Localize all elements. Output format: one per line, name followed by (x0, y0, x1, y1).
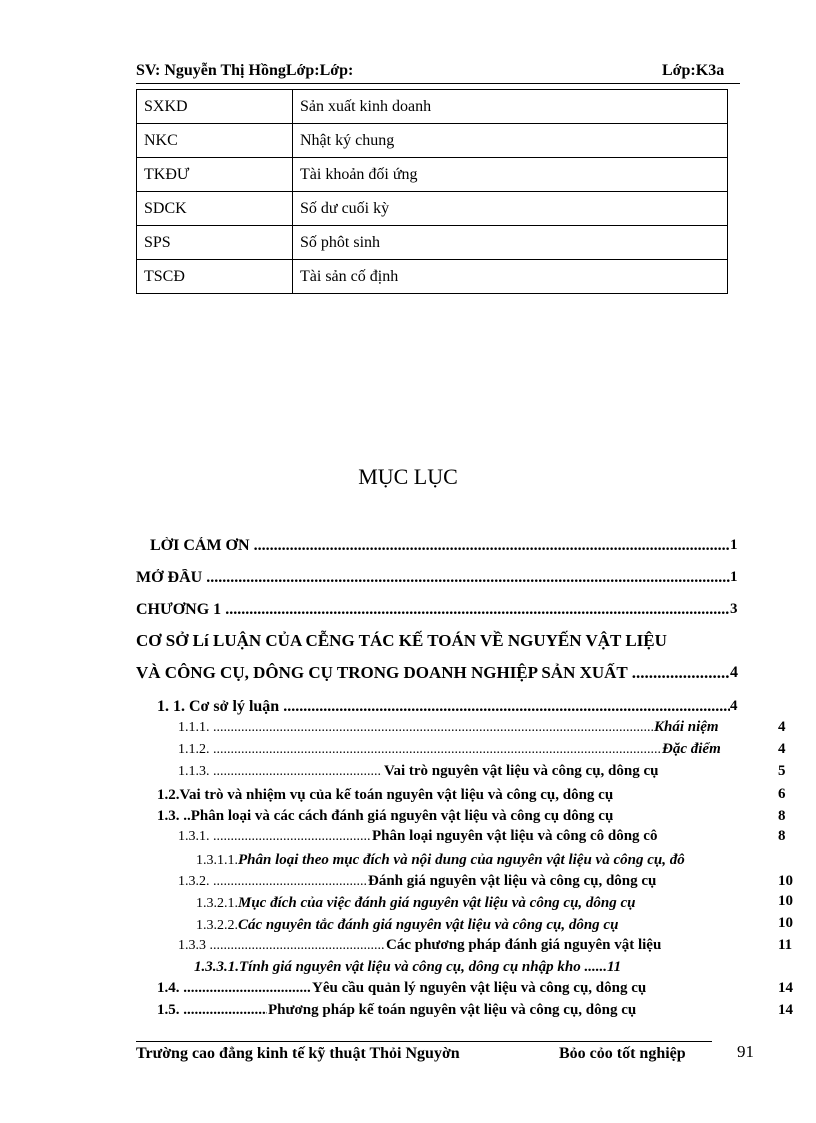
toc-entry: 1.2.Vai trò và nhiệm vụ của kế toán nguyên vật liệu và công cụ, dông cụ (157, 787, 614, 803)
toc-entry: 1.3.2.2.Các nguyên tắc đánh giá nguyên vật liệu và công cụ, dông cụ (196, 917, 619, 933)
toc-page: 4 (730, 698, 738, 714)
toc-entry-number: 1.1.1. ..... (178, 720, 654, 736)
header-rule (136, 83, 740, 84)
abbr-code: SDCK (137, 192, 293, 226)
toc-entry-number: 1.1.3. ..... (178, 764, 382, 780)
toc-entry: MỞ ĐẦU ..... (136, 569, 730, 587)
toc-page: 4 (778, 741, 786, 757)
abbr-meaning: Sản xuất kinh doanh (293, 90, 728, 124)
toc-page: 10 (778, 873, 793, 889)
toc-page: 3 (730, 601, 738, 617)
footer-report: Bỏo cỏo tốt nghiệp (559, 1045, 686, 1062)
toc-entry-number: 1.3.3 ..... (178, 938, 384, 954)
toc-entry-text: Đặc điểm (662, 741, 721, 757)
abbr-meaning: Số phôt sinh (293, 226, 728, 260)
footer-school: Trường cao đẳng kinh tế kỹ thuật Thỏi Nguyờn (136, 1045, 460, 1062)
toc-entry-number: 1.3.1. ..... (178, 829, 370, 845)
toc-entry-number: 1.1.2. ..... (178, 742, 662, 758)
table-row (137, 90, 728, 124)
toc-entry-text: Vai trò nguyên vật liệu và công cụ, dông cụ (384, 763, 659, 779)
toc-entry-text: Khái niệm (654, 719, 719, 735)
toc-page: 8 (778, 828, 786, 844)
toc-page: 6 (778, 786, 786, 802)
toc-entry: CHƯƠNG 1 ..... (136, 601, 730, 619)
toc-page: 5 (778, 763, 786, 779)
toc-entry-text: Các phương pháp đánh giá nguyên vật liệu (386, 937, 662, 953)
toc-page: 8 (778, 808, 786, 824)
toc-page: 10 (778, 915, 793, 931)
abbr-code: NKC (137, 124, 293, 158)
toc-page: 4 (778, 719, 786, 735)
footer-rule (136, 1041, 712, 1042)
toc-entry: LỜI CẢM ƠN ..... (150, 537, 730, 555)
toc-entry-text: Đánh giá nguyên vật liệu và công cụ, dông cụ (368, 873, 657, 889)
table-row (137, 192, 728, 226)
toc-page: 14 (778, 980, 793, 996)
page-number: 91 (737, 1042, 754, 1061)
toc-page: 10 (778, 893, 793, 909)
toc-entry: VÀ CÔNG CỤ, DÔNG CỤ TRONG DOANH NGHIỆP SẢN XUẤT ..... (136, 663, 730, 683)
toc-page: 14 (778, 1002, 793, 1018)
toc-entry-number: 1.4. ..... (157, 980, 311, 997)
abbr-meaning: Nhật ký chung (293, 124, 728, 158)
toc-page: 4 (730, 664, 738, 681)
toc-page: 11 (778, 937, 793, 953)
toc-entry-number: 1.5. ..... (157, 1002, 267, 1019)
toc-entry-text: Phân loại nguyên vật liệu và công cô dông cô (372, 828, 658, 844)
toc-page: 1 (730, 569, 738, 585)
toc-chapter-title-line1: CƠ SỞ Lí LUẬN CỦA CỄNG TÁC KẾ TOÁN VỀ NGUYẾN VẬT LIỆU (136, 631, 667, 650)
abbreviation-table (136, 89, 728, 294)
toc-page: 1 (730, 537, 738, 553)
toc-entry: 1.3.3.1.Tính giá nguyên vật liệu và công cụ, dông cụ nhập kho ......11 (194, 959, 622, 975)
abbr-code: SPS (137, 226, 293, 260)
header-class: Lớp:K3a (662, 62, 725, 79)
abbr-meaning: Số dư cuối kỳ (293, 192, 728, 226)
toc-entry-number: 1.3.2. ..... (178, 874, 368, 890)
abbr-code: TKĐƯ (137, 158, 293, 192)
table-row (137, 260, 728, 294)
toc-entry: 1.3.1.1.Phân loại theo mục đích và nội dung của nguyên vật liệu và công cụ, đô (196, 852, 685, 868)
toc-entry-text: Phương pháp kế toán nguyên vật liệu và công cụ, dông cụ (268, 1002, 637, 1018)
abbr-meaning: Tài khoản đối ứng (293, 158, 728, 192)
toc-entry: 1.3.2.1.Mục đích của việc đánh giá nguyên vật liệu và công cụ, dông cụ (196, 895, 636, 911)
toc-entry: 1.3. ..Phân loại và các cách đánh giá nguyên vật liệu và công cụ dông cụ (157, 808, 614, 824)
toc-entry: 1. 1. Cơ sở lý luận ..... (157, 698, 730, 716)
table-row (137, 226, 728, 260)
table-row (137, 124, 728, 158)
toc-title: MỤC LỤC (358, 464, 458, 489)
header-student: SV: Nguyễn Thị HồngLớp:Lớp: (136, 62, 354, 79)
abbr-meaning: Tài sản cố định (293, 260, 728, 294)
abbr-code: TSCĐ (137, 260, 293, 294)
abbr-code: SXKD (137, 90, 293, 124)
toc-entry-text: Yêu cầu quản lý nguyên vật liệu và công cụ, dông cụ (312, 980, 647, 996)
table-row (137, 158, 728, 192)
